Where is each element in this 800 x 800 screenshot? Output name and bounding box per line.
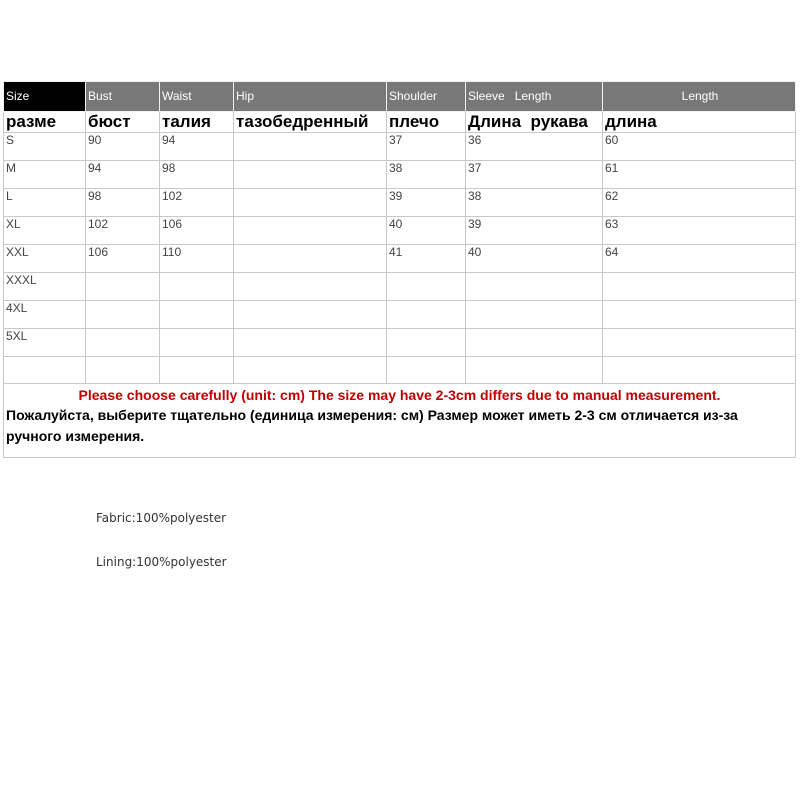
cell-shoulder: 39 <box>387 189 466 217</box>
note-cell <box>4 384 796 458</box>
header-ru-sleeve-length: Длина рукава <box>466 112 603 133</box>
table-row <box>4 189 796 217</box>
cell-size: XXL <box>4 245 86 273</box>
cell-waist: 110 <box>160 245 234 273</box>
cell-sleeve-length <box>466 329 603 357</box>
cell-size: 5XL <box>4 329 86 357</box>
table-row <box>4 133 796 161</box>
cell-sleeve-length: 39 <box>466 217 603 245</box>
cell-shoulder: 37 <box>387 133 466 161</box>
cell-hip <box>234 245 387 273</box>
header-row <box>4 82 796 112</box>
table-row <box>4 245 796 273</box>
cell-sleeve-length: 40 <box>466 245 603 273</box>
cell-sleeve-length <box>466 273 603 301</box>
table-body <box>4 133 796 384</box>
cell-bust: 90 <box>86 133 160 161</box>
note-english: Please choose carefully (unit: cm) The size may have 2-3cm differs due to manual measurement. <box>78 387 721 403</box>
cell-length <box>603 357 796 384</box>
cell-size: S <box>4 133 86 161</box>
cell-length: 61 <box>603 161 796 189</box>
cell-bust <box>86 301 160 329</box>
header-length: Length <box>603 82 796 112</box>
cell-hip <box>234 189 387 217</box>
cell-hip <box>234 357 387 384</box>
header-ru-size: разме <box>4 112 86 133</box>
cell-shoulder <box>387 329 466 357</box>
cell-sleeve-length: 38 <box>466 189 603 217</box>
header-ru-shoulder: плечо <box>387 112 466 133</box>
note-row <box>4 384 796 458</box>
cell-hip <box>234 161 387 189</box>
cell-bust <box>86 273 160 301</box>
cell-shoulder: 40 <box>387 217 466 245</box>
cell-hip <box>234 273 387 301</box>
cell-bust: 106 <box>86 245 160 273</box>
cell-length <box>603 273 796 301</box>
table-row <box>4 161 796 189</box>
note-russian: Пожалуйста, выберите тщательно (единица измерения: см) Размер может иметь 2-3 см отличается из-за ручного измерения. <box>6 407 738 444</box>
fabric-composition: Fabric:100%polyester <box>96 511 227 525</box>
cell-length <box>603 329 796 357</box>
cell-waist <box>160 301 234 329</box>
cell-bust: 94 <box>86 161 160 189</box>
cell-size: XL <box>4 217 86 245</box>
cell-shoulder <box>387 301 466 329</box>
cell-sleeve-length: 37 <box>466 161 603 189</box>
cell-size: M <box>4 161 86 189</box>
cell-size: 4XL <box>4 301 86 329</box>
header-ru-hip: тазобедренный <box>234 112 387 133</box>
cell-length: 63 <box>603 217 796 245</box>
cell-bust <box>86 329 160 357</box>
cell-length: 64 <box>603 245 796 273</box>
table-row <box>4 329 796 357</box>
table-row <box>4 357 796 384</box>
cell-waist <box>160 273 234 301</box>
cell-shoulder <box>387 357 466 384</box>
header-size: Size <box>4 82 86 112</box>
cell-waist: 106 <box>160 217 234 245</box>
cell-hip <box>234 217 387 245</box>
header-ru-bust: бюст <box>86 112 160 133</box>
table-row <box>4 301 796 329</box>
cell-sleeve-length <box>466 357 603 384</box>
cell-shoulder: 41 <box>387 245 466 273</box>
cell-waist <box>160 357 234 384</box>
cell-waist: 94 <box>160 133 234 161</box>
header-hip: Hip <box>234 82 387 112</box>
header-ru-waist: талия <box>160 112 234 133</box>
cell-bust: 98 <box>86 189 160 217</box>
header-ru-length: длина <box>603 112 796 133</box>
cell-length <box>603 301 796 329</box>
cell-hip <box>234 133 387 161</box>
cell-shoulder: 38 <box>387 161 466 189</box>
table-row <box>4 217 796 245</box>
lining-composition: Lining:100%polyester <box>96 555 227 569</box>
cell-size: L <box>4 189 86 217</box>
cell-waist: 102 <box>160 189 234 217</box>
cell-length: 62 <box>603 189 796 217</box>
cell-sleeve-length: 36 <box>466 133 603 161</box>
header-waist: Waist <box>160 82 234 112</box>
table-row <box>4 273 796 301</box>
cell-shoulder <box>387 273 466 301</box>
cell-bust: 102 <box>86 217 160 245</box>
cell-waist <box>160 329 234 357</box>
size-chart-table <box>3 81 796 458</box>
cell-hip <box>234 329 387 357</box>
header-row-ru <box>4 112 796 133</box>
header-sleeve-length: Sleeve Length <box>466 82 603 112</box>
cell-length: 60 <box>603 133 796 161</box>
cell-sleeve-length <box>466 301 603 329</box>
cell-waist: 98 <box>160 161 234 189</box>
header-shoulder: Shoulder <box>387 82 466 112</box>
cell-size <box>4 357 86 384</box>
cell-hip <box>234 301 387 329</box>
cell-bust <box>86 357 160 384</box>
header-bust: Bust <box>86 82 160 112</box>
cell-size: XXXL <box>4 273 86 301</box>
